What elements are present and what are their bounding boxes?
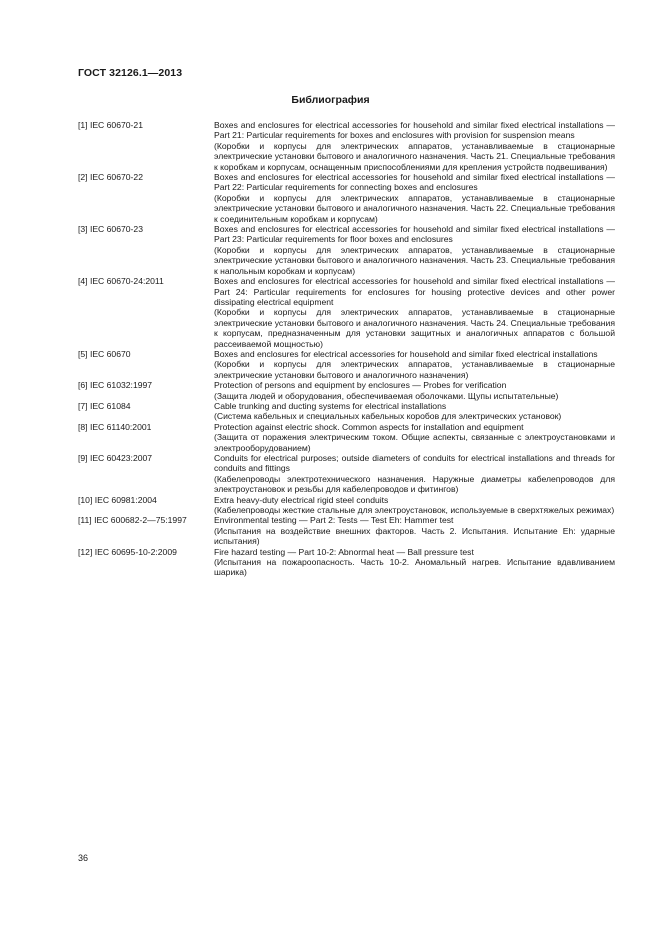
bibliography-entry bbox=[78, 120, 615, 172]
entry-reference: [6] IEC 61032:1997 bbox=[78, 380, 153, 391]
entry-text bbox=[214, 422, 615, 453]
entry-title-ru: (Защита от поражения электрическим током. Общие аспекты, связанные с электроустановками и электрооборудованием) bbox=[214, 432, 615, 453]
entry-text bbox=[214, 515, 615, 546]
bibliography-entry bbox=[78, 547, 615, 578]
entry-title-ru: (Кабелепроводы электротехнического назначения. Наружные диаметры кабелепроводов для электроустановок и резьбы для кабелепроводов и фитингов) bbox=[214, 473, 615, 495]
bibliography-list bbox=[78, 120, 615, 578]
entry-title-en: Fire hazard testing — Part 10-2: Abnormal heat — Ball pressure test bbox=[214, 546, 474, 557]
entry-title-ru: (Коробки и корпусы для электрических аппаратов, устанавливаемые в стационарные электрические установки бытового и аналогичного назначения) bbox=[214, 359, 615, 380]
page-number: 36 bbox=[78, 853, 89, 863]
entry-text bbox=[214, 380, 615, 401]
entry-title-en: Extra heavy-duty electrical rigid steel conduits bbox=[214, 494, 389, 505]
entry-reference: [2] IEC 60670-22 bbox=[78, 172, 143, 183]
entry-reference: [5] IEC 60670 bbox=[78, 348, 131, 359]
entry-text bbox=[214, 224, 615, 276]
entry-reference: [10] IEC 60981:2004 bbox=[78, 494, 157, 505]
bibliography-entry bbox=[78, 276, 615, 349]
entry-reference: [4] IEC 60670-24:2011 bbox=[78, 276, 164, 287]
bibliography-entry bbox=[78, 380, 615, 401]
entry-text bbox=[214, 276, 615, 349]
entry-title-en: Boxes and enclosures for electrical accessories for household and similar fixed electrical installations — Part 21: Particular requirements for boxes and enclosures with provision for suspension means bbox=[214, 120, 615, 141]
bibliography-entry bbox=[78, 401, 615, 422]
entry-title-en: Boxes and enclosures for electrical accessories for household and similar fixed electrical installations — Part 23: Particular requirements for floor boxes and enclosures bbox=[214, 224, 615, 245]
entry-title-ru: (Испытания на пожароопасность. Часть 10-2. Аномальный нагрев. Испытание вдавливанием шарика) bbox=[214, 557, 615, 578]
entry-reference: [11] IEC 600682-2—75:1997 bbox=[78, 515, 187, 526]
entry-title-ru: (Коробки и корпусы для электрических аппаратов, устанавливаемые в стационарные электрические установки бытового и аналогичного назначения. Часть 24. Специальные требования к корпусам, предназначенным для установки защитных и аналогичных аппаратов с большой рассеиваемой мощностью) bbox=[214, 307, 615, 349]
entry-title-en: Boxes and enclosures for electrical accessories for household and similar fixed electrical installations — Part 24: Particular requirements for enclosures for housing protective devices and other power dissipating electrical equipment bbox=[214, 276, 615, 307]
bibliography-entry bbox=[78, 224, 615, 276]
entry-title-ru: (Коробки и корпусы для электрических аппаратов, устанавливаемые в стационарные электрические установки бытового и аналогичного назначения. Часть 22. Специальные требования к соединительным коробкам и корпусам) bbox=[214, 192, 615, 224]
entry-title-ru: (Защита людей и оборудования, обеспечиваемая оболочками. Щупы испытательные) bbox=[214, 390, 559, 401]
entry-text bbox=[214, 120, 615, 172]
entry-title-en: Environmental testing — Part 2: Tests — Test Eh: Hammer test bbox=[214, 515, 454, 526]
bibliography-entry bbox=[78, 453, 615, 495]
entry-title-ru: (Кабелепроводы жесткие стальные для электроустановок, используемые в сверхтяжелых режимах) bbox=[214, 505, 615, 516]
entry-title-ru: (Коробки и корпусы для электрических аппаратов, устанавливаемые в стационарные электрические установки бытового и аналогичного назначения. Часть 21. Специальные требования к коробкам и корпусам, оснащенным приспособлениями для крепления устройств подвешивания) bbox=[214, 140, 615, 172]
bibliography-entry bbox=[78, 349, 615, 380]
entry-title-en: Protection of persons and equipment by enclosures — Probes for verification bbox=[214, 380, 507, 391]
entry-text bbox=[214, 453, 615, 495]
bibliography-entry bbox=[78, 495, 615, 516]
entry-reference: [9] IEC 60423:2007 bbox=[78, 453, 153, 463]
entry-title-en: Boxes and enclosures for electrical accessories for household and similar fixed electrical installations — Part 22: Particular requirements for connecting boxes and enclosures bbox=[214, 172, 615, 193]
entry-text bbox=[214, 495, 615, 516]
bibliography-entry bbox=[78, 422, 615, 453]
entry-reference: [1] IEC 60670-21 bbox=[78, 120, 143, 130]
entry-title-en: Cable trunking and ducting systems for electrical installations bbox=[214, 400, 447, 411]
entry-reference: [12] IEC 60695-10-2:2009 bbox=[78, 546, 177, 557]
entry-text bbox=[214, 349, 615, 380]
entry-title-ru: (Испытания на воздействие внешних факторов. Часть 2. Испытания. Испытание Eh: ударные испытания) bbox=[214, 525, 615, 547]
entry-title-en: Boxes and enclosures for electrical accessories for household and similar fixed electrical installations bbox=[214, 348, 598, 359]
entry-text bbox=[214, 172, 615, 224]
entry-title-ru: (Коробки и корпусы для электрических аппаратов, устанавливаемые в стационарные электрические установки бытового и аналогичного назначения. Часть 23. Специальные требования к напольным коробкам и корпусам) bbox=[214, 244, 615, 276]
entry-title-en: Protection against electric shock. Common aspects for installation and equipment bbox=[214, 421, 524, 432]
entry-text bbox=[214, 401, 615, 422]
bibliography-entry bbox=[78, 515, 615, 546]
entry-title-ru: (Система кабельных и специальных кабельных коробов для электрических установок) bbox=[214, 411, 562, 422]
bibliography-entry bbox=[78, 172, 615, 224]
entry-text bbox=[214, 547, 615, 578]
entry-title-en: Conduits for electrical purposes; outside diameters of conduits for electrical installations and threads for conduits and fittings bbox=[214, 453, 615, 474]
entry-reference: [8] IEC 61140:2001 bbox=[78, 421, 152, 432]
bibliography-title: Библиография bbox=[291, 94, 370, 106]
entry-reference: [7] IEC 61084 bbox=[78, 400, 131, 411]
entry-reference: [3] IEC 60670-23 bbox=[78, 224, 143, 235]
document-header: ГОСТ 32126.1—2013 bbox=[78, 67, 183, 79]
